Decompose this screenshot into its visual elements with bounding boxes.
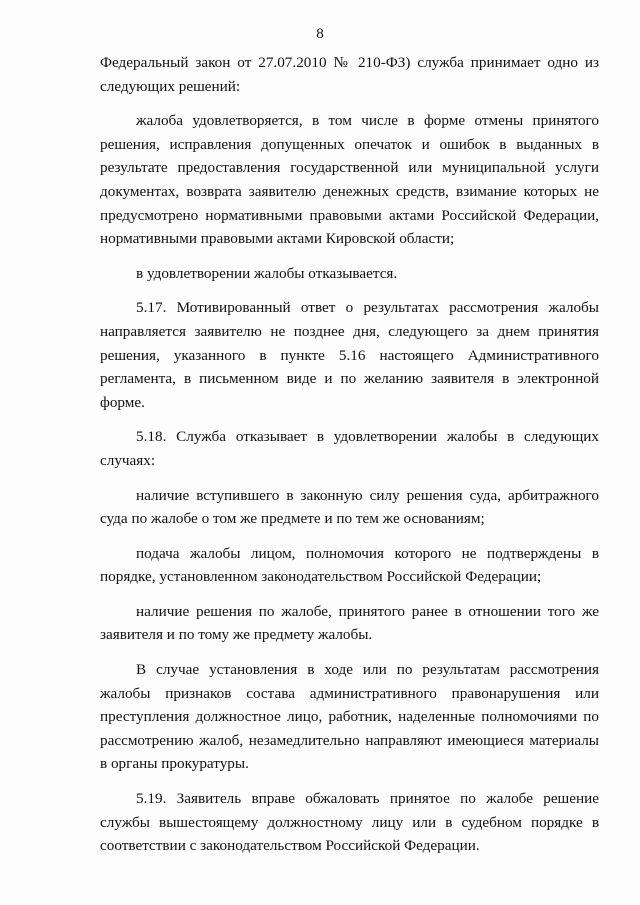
paragraph-5-18: 5.18. Служба отказывает в удовлетворении жалобы в следующих случаях: — [100, 428, 599, 469]
paragraph-5-19: 5.19. Заявитель вправе обжаловать принятое по жалобе решение службы вышестоящему должностному лицу или в судебном порядке в соответствии с законодательством Российской Федерации. — [100, 790, 599, 855]
paragraph-prosecution: В случае установления в ходе или по результатам рассмотрения жалобы признаков состава административного правонарушения или преступления должностное лицо, работник, наделенные полномочиями по рассмотрению жалоб, незамедлительно направляют имеющиеся материалы в органы прокуратуры. — [100, 661, 599, 773]
paragraph-continuation: Федеральный закон от 27.07.2010 № 210-ФЗ) служба принимает одно из следующих решений: — [100, 54, 599, 95]
paragraph-unauthorized-filer: подача жалобы лицом, полномочия которого не подтверждены в порядке, установленном законодательством Российской Федерации; — [100, 544, 599, 586]
paragraph-court-decision: наличие вступившего в законную силу решения суда, арбитражного суда по жалобе о том же предмете и по тем же основаниям; — [100, 486, 599, 528]
document-body — [100, 51, 599, 858]
paragraph-prior-decision: наличие решения по жалобе, принятого ранее в отношении того же заявителя и по тому же предмету жалобы. — [100, 602, 599, 644]
page-number: 8 — [316, 26, 324, 42]
paragraph-5-17: 5.17. Мотивированный ответ о результатах рассмотрения жалобы направляется заявителю не позднее дня, следующего за днем принятия решения, указанного в пункте 5.16 настоящего Административного регламента, в письменном виде и по желанию заявителя в электронной форме. — [100, 299, 599, 411]
paragraph-decision-satisfied: жалоба удовлетворяется, в том числе в форме отмены принятого решения, исправления допущенных опечаток и ошибок в выданных в результате предоставления государственной или муниципальной услуги документах, возврата заявителю денежных средств, взимание которых не предусмотрено нормативными правовыми актами Российской Федерации, нормативными правовыми актами Кировской области; — [100, 112, 599, 248]
paragraph-decision-refused: в удовлетворении жалобы отказывается. — [136, 264, 398, 282]
